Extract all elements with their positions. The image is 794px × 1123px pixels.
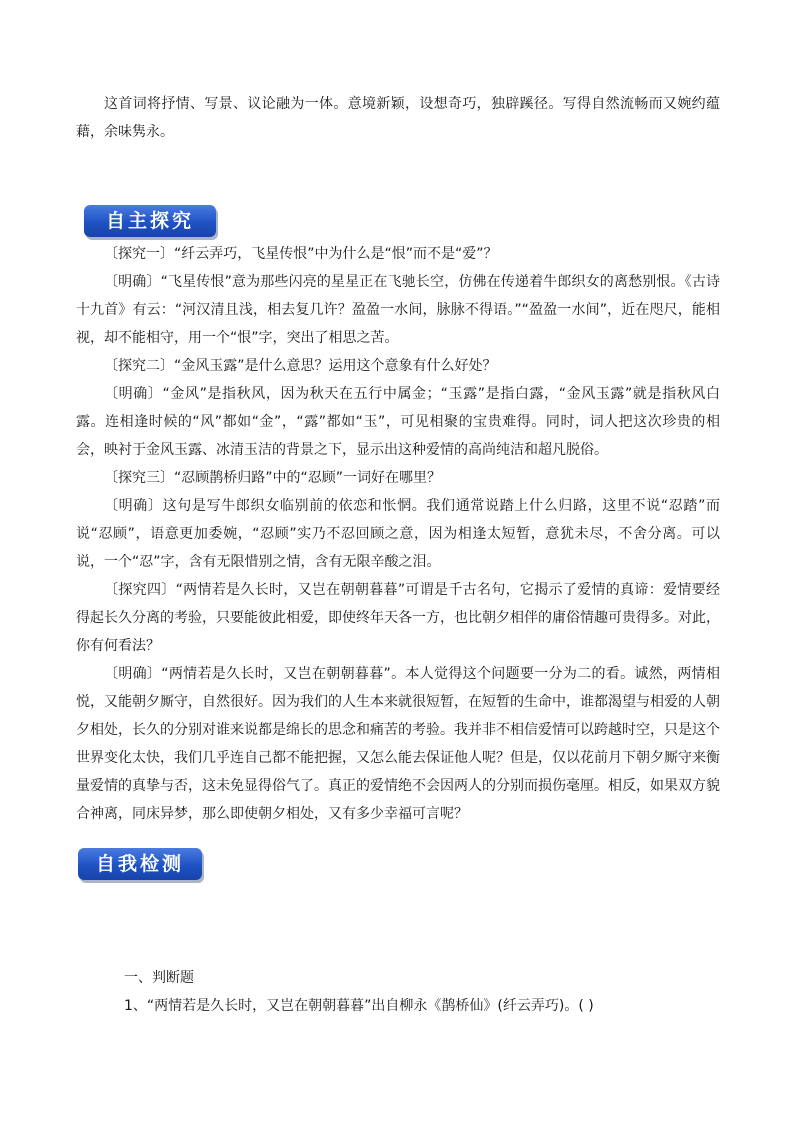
inquiry-question-1: 〔探究一〕“纤云弄巧，飞星传恨”中为什么是“恨”而不是“爱”？ — [104, 246, 498, 262]
section-badge-self-test: 自我检测 — [78, 848, 202, 880]
section-badge-inquiry: 自主探究 — [84, 205, 216, 237]
inquiry-answer-1: 〔明确〕“飞星传恨”意为那些闪亮的星星正在飞驰长空，仿佛在传递着牛郎织女的离愁别恨。《古诗十九首》有云：“河汉清且浅，相去复几许？盈盈一水间，脉脉不得语。”“盈盈一水间”，近在咫尺，能相视，却不能相守，用一个“恨”字，突出了相思之苦。 — [76, 274, 720, 346]
intro-paragraph: 这首词将抒情、写景、议论融为一体。意境新颖，设想奇巧，独辟蹊径。写得自然流畅而又婉约蕴藉，余味隽永。 — [76, 96, 720, 140]
section-heading-true-false: 一、判断题 — [124, 970, 194, 986]
inquiry-question-4: 〔探究四〕“两情若是久长时，又岂在朝朝暮暮”可谓是千古名句，它揭示了爱情的真谛：爱情要经得起长久分离的考验，只要能彼此相爱，即使终年天各一方，也比朝夕相伴的庸俗情趣可贵得多。对此，你有何看法？ — [76, 582, 720, 654]
inquiry-question-3: 〔探究三〕“忍顾鹊桥归路”中的“忍顾”一词好在哪里？ — [104, 470, 442, 486]
inquiry-answer-3: 〔明确〕这句是写牛郎织女临别前的依恋和怅惘。我们通常说踏上什么归路，这里不说“忍踏”而说“忍顾”，语意更加委婉，“忍顾”实乃不忍回顾之意，因为相逢太短暂，意犹未尽，不舍分离。可以说，一个“忍”字，含有无限惜别之情，含有无限辛酸之泪。 — [76, 498, 720, 570]
test-question-1: 1、“两情若是久长时，又岂在朝朝暮暮”出自柳永《鹊桥仙》(纤云弄巧)。( ) — [124, 998, 594, 1014]
inquiry-answer-4: 〔明确〕“两情若是久长时，又岂在朝朝暮暮”。本人觉得这个问题要一分为二的看。诚然，两情相悦，又能朝夕厮守，自然很好。因为我们的人生本来就很短暂，在短暂的生命中，谁都渴望与相爱的人朝夕相处，长久的分别对谁来说都是绵长的思念和痛苦的考验。我并非不相信爱情可以跨越时空，只是这个世界变化太快，我们几乎连自己都不能把握，又怎么能去保证他人呢？但是，仅以花前月下朝夕厮守来衡量爱情的真挚与否，这未免显得俗气了。真正的爱情绝不会因两人的分别而损伤毫厘。相反，如果双方貌合神离，同床异梦，那么即使朝夕相处，又有多少幸福可言呢？ — [76, 666, 720, 822]
inquiry-question-2: 〔探究二〕“金风玉露”是什么意思？运用这个意象有什么好处？ — [104, 358, 497, 374]
inquiry-answer-2: 〔明确〕“金风”是指秋风，因为秋天在五行中属金；“玉露”是指白露，“金风玉露”就是指秋风白露。连相逢时候的“风”都如“金”，“露”都如“玉”，可见相聚的宝贵难得。同时，词人把这次珍贵的相会，映衬于金风玉露、冰清玉洁的背景之下，显示出这种爱情的高尚纯洁和超凡脱俗。 — [76, 386, 720, 458]
